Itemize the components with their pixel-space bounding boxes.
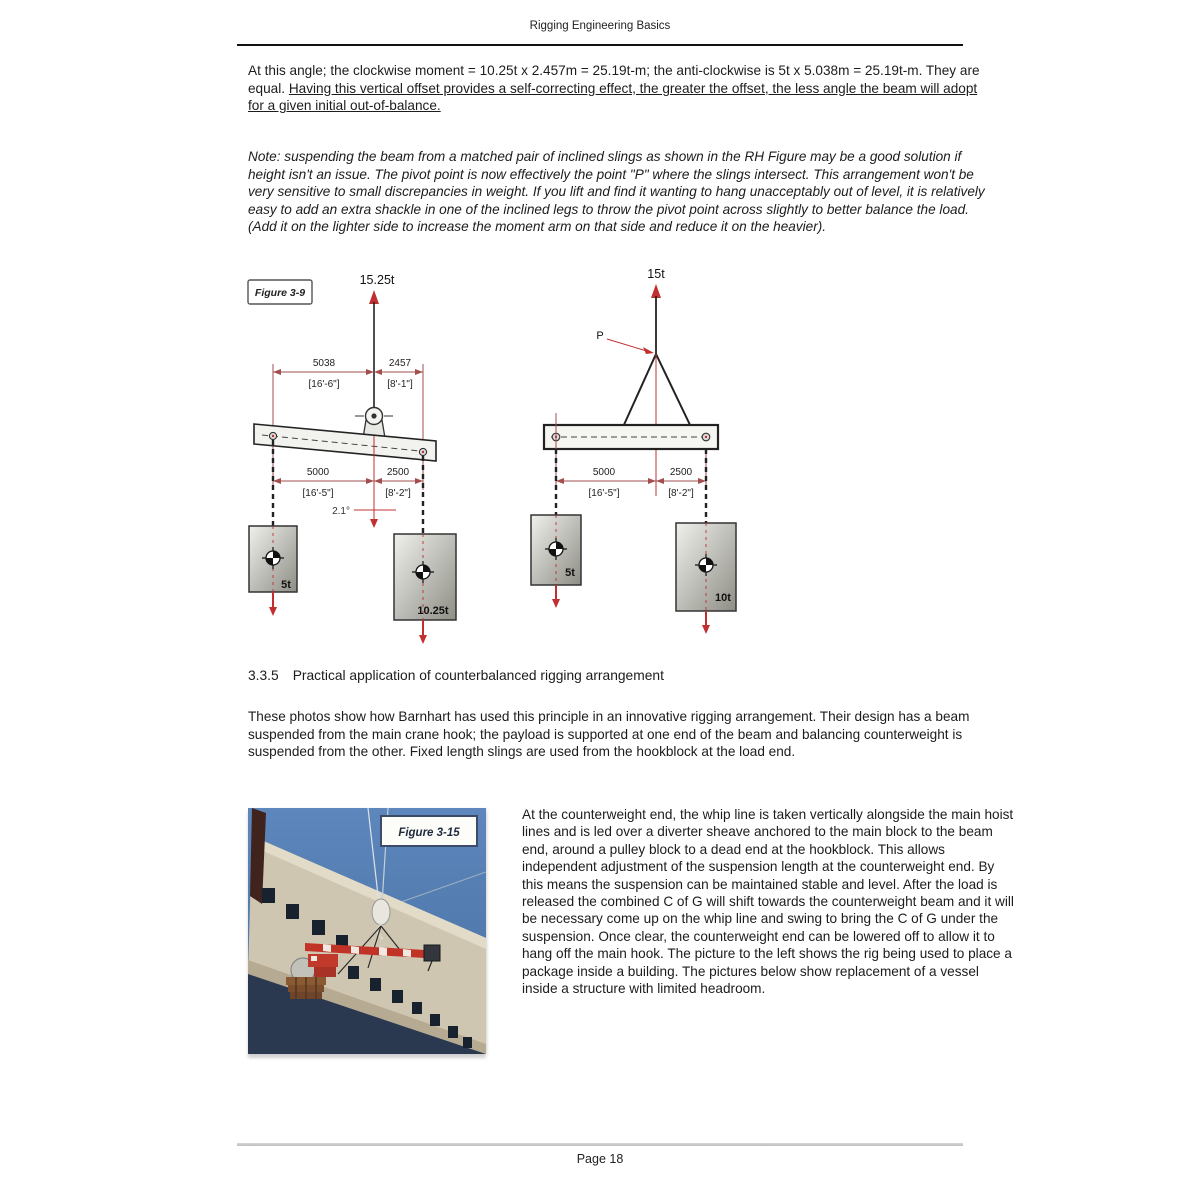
right-hook-up-arrow bbox=[651, 284, 661, 298]
intro-underlined-text: Having this vertical offset provides a self-correcting effect, the greater the offset, the less angle the beam will adopt for a given initial out-of-balance. bbox=[248, 80, 978, 113]
figure-3-9-label-text: Figure 3-9 bbox=[254, 287, 306, 299]
left-top-dim-right-ft: [8'-1"] bbox=[387, 379, 413, 390]
note-paragraph: Note: suspending the beam from a matched pair of inclined slings as shown in the RH Figure may be a good solution if height isn't an issue. The pivot point is now effectively the point "P" where the slings intersect. This arrangement won't be very sensitive to small discrepancies in weight. If you lift and find it wanting to hang unacceptably out of level, it is relatively easy to add an extra shackle in one of the inclined legs to throw the pivot point across slightly to better balance the load. (Add it on the lighter side to increase the moment arm on that side and reduce it on the heavier). bbox=[248, 149, 985, 234]
right-dim-right-ft: [8'-2"] bbox=[668, 488, 694, 499]
right-weight-right-label: 10t bbox=[715, 592, 731, 604]
left-tilt-angle-label: 2.1° bbox=[332, 506, 350, 517]
left-diagram bbox=[249, 273, 456, 644]
left-bottom-dim-left-ft: [16'-5"] bbox=[302, 488, 334, 499]
intro-text: At this angle; the clockwise moment = 10.25t x 2.457m = 25.19t-m; the anti-clockwise is 5t x 5.038m = 25.19t-m. They are equal. bbox=[248, 63, 980, 96]
page-header-title: Rigging Engineering Basics bbox=[529, 20, 671, 32]
right-weight-left-label: 5t bbox=[565, 567, 575, 579]
left-bottom-dim-left-mm: 5000 bbox=[306, 467, 330, 478]
pallet-package bbox=[286, 977, 326, 999]
footer-rule bbox=[237, 1143, 963, 1146]
right-dim-left-ft: [16'-5"] bbox=[588, 488, 620, 499]
figure-3-15-label bbox=[381, 816, 477, 846]
left-top-dim-right-mm: 2457 bbox=[388, 358, 412, 369]
right-sling-right bbox=[656, 354, 691, 427]
left-hook-load-label: 15.25t bbox=[359, 273, 395, 287]
right-sling-left bbox=[623, 354, 656, 427]
figure-3-9-label bbox=[248, 280, 312, 304]
left-beam bbox=[254, 424, 436, 461]
header-rule bbox=[237, 44, 963, 46]
right-dim-left-mm: 5000 bbox=[592, 467, 616, 478]
left-hook-up-arrow bbox=[369, 290, 379, 304]
left-top-dim-left-ft: [16'-6"] bbox=[308, 379, 340, 390]
section-title: Practical application of counterbalanced rigging arrangement bbox=[292, 668, 664, 683]
left-weight-left-label: 5t bbox=[281, 579, 291, 591]
left-bottom-dim-right-mm: 2500 bbox=[386, 467, 410, 478]
section-number: 3.3.5 bbox=[248, 668, 279, 683]
left-top-dim-left-mm: 5038 bbox=[312, 358, 336, 369]
figure-3-15-label-text: Figure 3-15 bbox=[398, 827, 460, 839]
section-heading bbox=[248, 668, 986, 683]
intro-paragraph bbox=[248, 62, 986, 115]
left-bottom-dim-right-ft: [8'-2"] bbox=[385, 488, 411, 499]
left-weight-right-label: 10.25t bbox=[417, 605, 449, 617]
pivot-point-label: P bbox=[596, 330, 604, 342]
figure-3-15-photo bbox=[248, 808, 486, 1054]
left-pivot-pin bbox=[371, 413, 376, 418]
footer-page-number: Page 18 bbox=[576, 1152, 624, 1166]
body-paragraph: These photos show how Barnhart has used this principle in an innovative rigging arrangement. Their design has a beam suspended from the main crane hook; the payload is supported at one end of the beam and balancing counterweight is suspended from the other. Fixed length slings are used from the hookblock at the load end. bbox=[248, 709, 970, 759]
right-hook-load-label: 15t bbox=[647, 267, 665, 281]
right-dim-right-mm: 2500 bbox=[669, 467, 693, 478]
figure-3-9-diagram bbox=[240, 258, 970, 654]
pivot-pointer-line bbox=[607, 339, 650, 352]
right-diagram bbox=[531, 267, 736, 634]
side-paragraph: At the counterweight end, the whip line is taken vertically alongside the main hoist lines and is led over a diverter sheave anchored to the main block to the beam end, around a pulley block to a dead end at the hookblock. This allows independent adjustment of the suspension length at the counterweight end. By this means the suspension can be maintained stable and level. After the load is released the combined C of G will shift towards the counterweight beam and it will be necessary come up on the whip line and swing to bring the C of G under the suspension. Once clear, the counterweight end can be lowered off to allow it to hang off the main hook. The picture to the left shows the rig being used to place a package inside a building. The pictures below show replacement of a vessel inside a structure with limited headroom. bbox=[522, 807, 1014, 997]
